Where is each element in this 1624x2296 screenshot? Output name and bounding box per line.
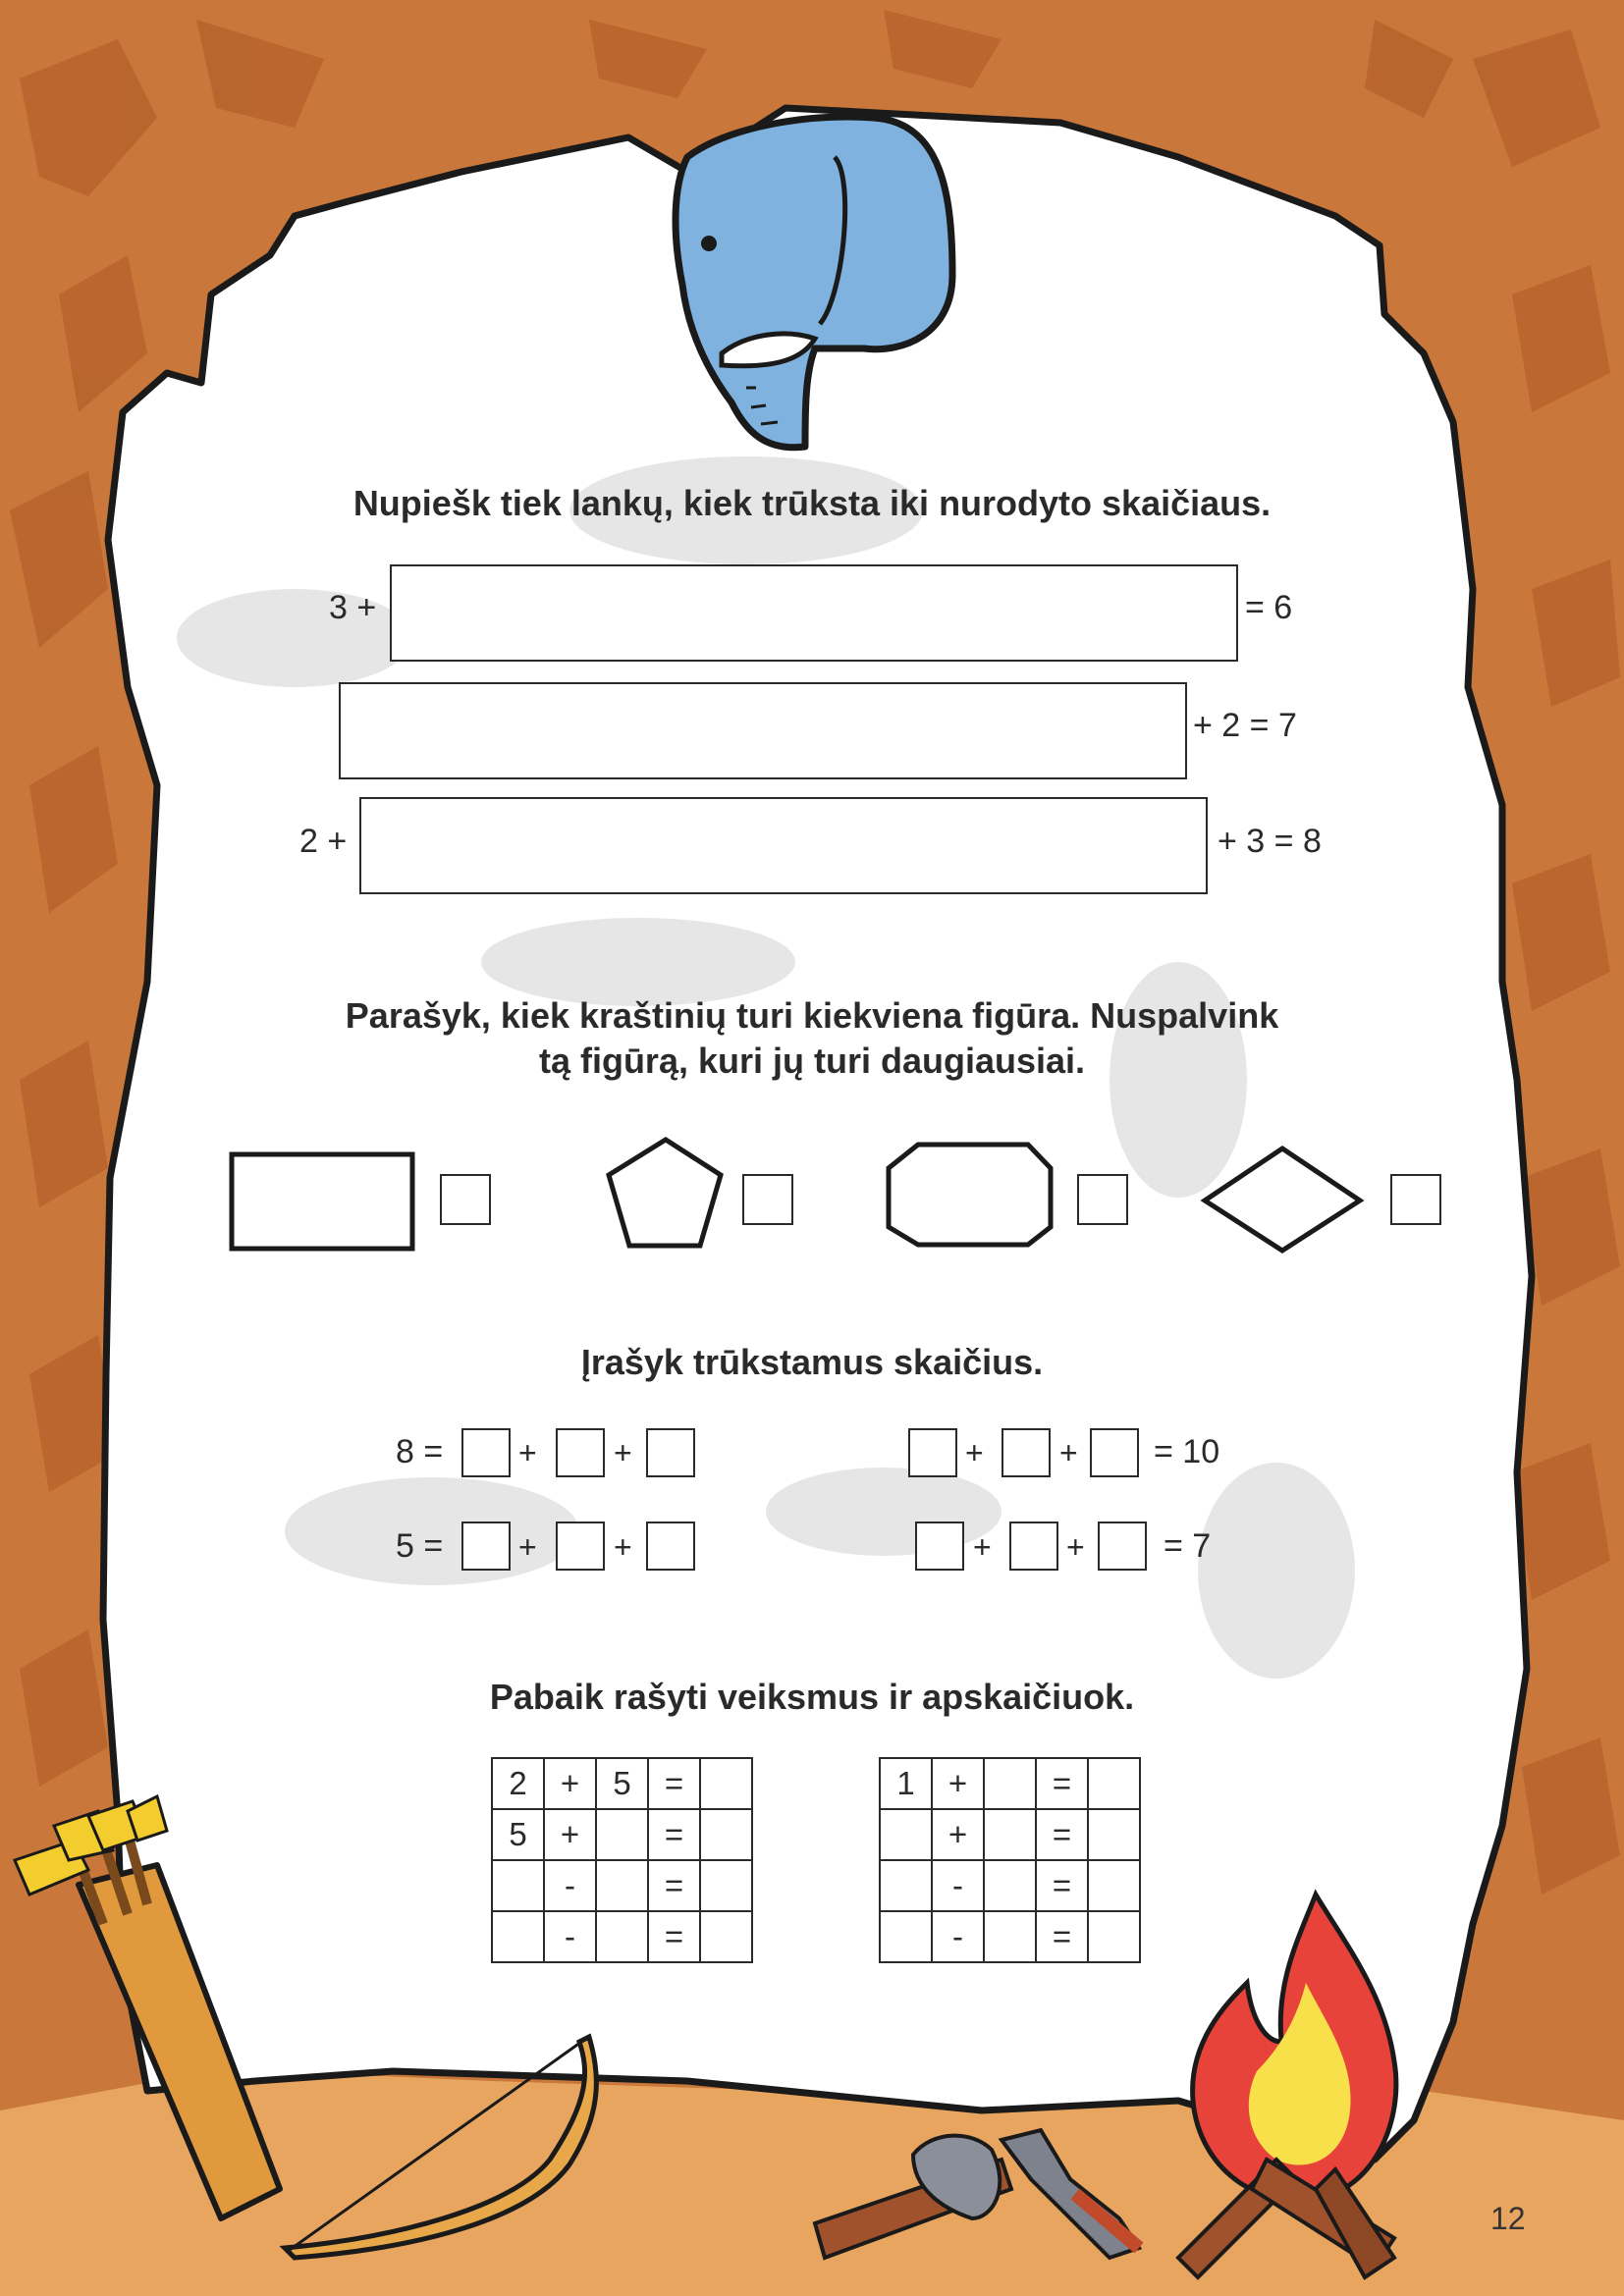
plus-sign: +: [1059, 1435, 1078, 1470]
grid-cell[interactable]: [596, 1911, 648, 1962]
grid-cell: -: [544, 1860, 596, 1911]
grid-cell: =: [1036, 1860, 1088, 1911]
grid-cell[interactable]: [880, 1860, 932, 1911]
pentagon-sides-box[interactable]: [742, 1174, 793, 1225]
grid-cell[interactable]: [1088, 1758, 1140, 1809]
grid-cell: =: [648, 1809, 700, 1860]
grid-cell: =: [1036, 1809, 1088, 1860]
grid-cell[interactable]: [700, 1758, 752, 1809]
plus-sign: +: [1066, 1529, 1085, 1565]
missing-number-box[interactable]: [908, 1428, 957, 1477]
grid-cell[interactable]: [984, 1911, 1036, 1962]
grid-cell[interactable]: [596, 1809, 648, 1860]
exercise1-row2-right: + 2 = 7: [1193, 707, 1297, 744]
plus-sign: +: [614, 1435, 632, 1470]
rectangle-sides-box[interactable]: [440, 1174, 491, 1225]
exercise2-instruction-line2: tą figūrą, kuri jų turi daugiausiai.: [538, 1041, 1086, 1081]
table-row: [492, 1860, 752, 1911]
missing-number-box[interactable]: [556, 1428, 605, 1477]
exercise2-instruction-line1: Parašyk, kiek kraštinių turi kiekviena figūra. Nuspalvink: [345, 995, 1279, 1036]
grid-cell[interactable]: [984, 1860, 1036, 1911]
table-row: [492, 1809, 752, 1860]
grid-cell: +: [544, 1809, 596, 1860]
missing-number-box[interactable]: [646, 1428, 695, 1477]
grid-cell: =: [648, 1758, 700, 1809]
grid-cell[interactable]: [880, 1911, 932, 1962]
page-number: 12: [1490, 2201, 1526, 2236]
grid-cell: =: [1036, 1758, 1088, 1809]
grid-cell: -: [544, 1911, 596, 1962]
grid-cell[interactable]: [984, 1758, 1036, 1809]
grid-cell: =: [648, 1860, 700, 1911]
table-row: [880, 1809, 1140, 1860]
exercise1-row1-right: = 6: [1245, 589, 1293, 626]
calc-grid-right: [879, 1757, 1141, 1963]
missing-number-box[interactable]: [915, 1522, 964, 1571]
grid-cell[interactable]: [1088, 1911, 1140, 1962]
exercise1-instruction: Nupiešk tiek lankų, kiek trūksta iki nurodyto skaičiaus.: [352, 483, 1272, 523]
grid-cell[interactable]: [984, 1809, 1036, 1860]
grid-cell: =: [648, 1911, 700, 1962]
missing-number-box[interactable]: [1009, 1522, 1058, 1571]
rhombus-shape: [1205, 1148, 1360, 1251]
grid-cell[interactable]: [700, 1911, 752, 1962]
exercise3-left-row2-lhs: 5 =: [396, 1527, 444, 1565]
exercise4-instruction: Pabaik rašyti veiksmus ir apskaičiuok.: [489, 1677, 1135, 1717]
grid-cell[interactable]: [492, 1860, 544, 1911]
grid-cell: 2: [492, 1758, 544, 1809]
grid-cell[interactable]: [1088, 1809, 1140, 1860]
missing-number-box[interactable]: [461, 1522, 511, 1571]
missing-number-box[interactable]: [556, 1522, 605, 1571]
exercise3-right-row1-rhs: = 10: [1154, 1433, 1220, 1470]
grid-cell: +: [932, 1758, 984, 1809]
shapes-row: [0, 1129, 1624, 1266]
plus-sign: +: [518, 1435, 537, 1470]
grid-cell: +: [932, 1809, 984, 1860]
table-row: [880, 1911, 1140, 1962]
rhombus-sides-box[interactable]: [1390, 1174, 1441, 1225]
table-row: [492, 1911, 752, 1962]
grid-cell[interactable]: [700, 1809, 752, 1860]
grid-cell: 1: [880, 1758, 932, 1809]
missing-number-box[interactable]: [1090, 1428, 1139, 1477]
grid-cell: -: [932, 1860, 984, 1911]
table-row: [880, 1758, 1140, 1809]
grid-cell[interactable]: [1088, 1860, 1140, 1911]
exercise1-row3-answer-box[interactable]: [359, 797, 1208, 894]
table-row: [880, 1860, 1140, 1911]
missing-number-box[interactable]: [1001, 1428, 1051, 1477]
exercise3-left-row1-lhs: 8 =: [396, 1433, 444, 1470]
exercise1-row2-answer-box[interactable]: [339, 682, 1187, 779]
octagon-sides-box[interactable]: [1077, 1174, 1128, 1225]
grid-cell: =: [1036, 1911, 1088, 1962]
plus-sign: +: [965, 1435, 984, 1470]
octagon-shape: [889, 1145, 1051, 1245]
exercise3-right-row2-rhs: = 7: [1164, 1527, 1212, 1565]
exercise1-row3-left: 2 +: [299, 823, 348, 860]
exercise3-instruction: Įrašyk trūkstamus skaičius.: [580, 1342, 1044, 1382]
plus-sign: +: [614, 1529, 632, 1565]
grid-cell: +: [544, 1758, 596, 1809]
calc-grid-left: [491, 1757, 753, 1963]
table-row: [492, 1758, 752, 1809]
grid-cell[interactable]: [880, 1809, 932, 1860]
rectangle-shape: [232, 1154, 412, 1249]
grid-cell: 5: [492, 1809, 544, 1860]
missing-number-box[interactable]: [646, 1522, 695, 1571]
grid-cell: -: [932, 1911, 984, 1962]
exercise1-row1-left: 3 +: [329, 589, 377, 626]
pentagon-shape: [609, 1140, 721, 1246]
grid-cell[interactable]: [700, 1860, 752, 1911]
missing-number-box[interactable]: [1098, 1522, 1147, 1571]
plus-sign: +: [973, 1529, 992, 1565]
grid-cell[interactable]: [596, 1860, 648, 1911]
grid-cell: 5: [596, 1758, 648, 1809]
exercise1-row1-answer-box[interactable]: [390, 564, 1238, 662]
exercise1-row3-right: + 3 = 8: [1218, 823, 1322, 860]
grid-cell[interactable]: [492, 1911, 544, 1962]
missing-number-box[interactable]: [461, 1428, 511, 1477]
plus-sign: +: [518, 1529, 537, 1565]
